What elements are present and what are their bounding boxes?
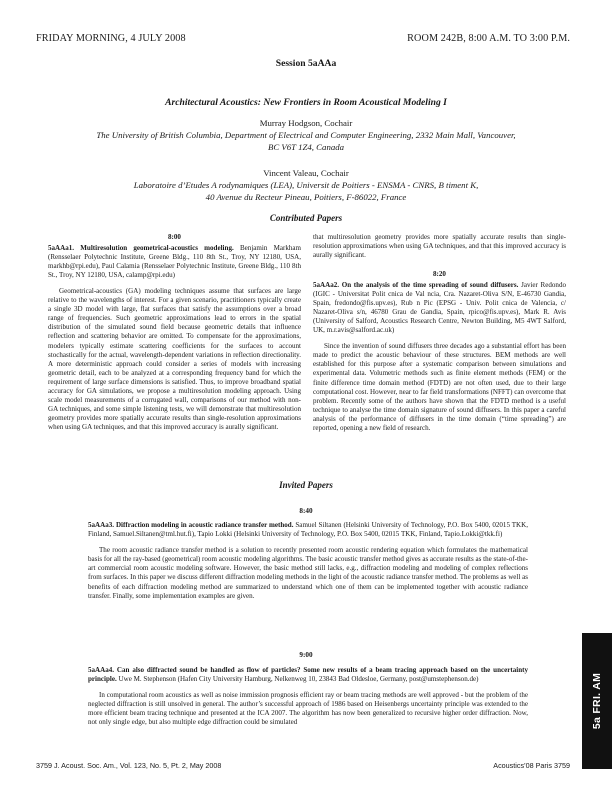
paper-title: Can also diffracted sound be handled as flow of particles? Some new results of a beam tracing approach based on the uncertainty principle.: [88, 666, 529, 684]
paper-abstract: Since the invention of sound diffusers three decades ago a substantial effort has been made to predict the acoustic behaviour of these structures. BEM methods are well established for this purpose after a systematic comparison between simulations and experimental data. Volumetric methods such as finite element methods (FEM) or the finite difference time domain method (FDTD) are not often used, due to their large computational cost. However, near to far field transformations (NFFT) can overcome that problem. Recently some of the authors have shown that the FDTD method is a useful technique to analyse the time domain signature of sound diffusers. In this paper a careful analysis of the performance of diffusers in the time domain (“time spreading”) are reported, opening a new field of research.: [313, 342, 566, 432]
paper-id: 5aAAa1.: [48, 244, 75, 253]
chair-affiliation: The University of British Columbia, Department of Electrical and Computer Engineering, 2332 Main Mall, Vancouver,: [96, 130, 516, 140]
chair-block-1: [36, 117, 576, 153]
left-column: [48, 233, 301, 432]
contributed-papers-heading: Contributed Papers: [269, 213, 343, 223]
paper-abstract: In computational room acoustics as well as noise immission prognosis efficient ray or beam tracing methods are well approved - but the problem of the neglected diffraction is still unsolved in general. The author’s successful approach of 1986 based on Heisenbergs uncertainty principle was extended to the more efficient beam tracing technique and presented at the ICA 2007. The algorithm has now been generalized to recursive higher order diffraction. Now, not only single edge, but also multiple edge diffraction could be simulated: [88, 690, 528, 727]
running-header-right: ROOM 242B, 8:00 A.M. TO 3:00 P.M.: [407, 33, 570, 44]
session-title: Architectural Acoustics: New Frontiers in Room Acoustical Modeling I: [165, 97, 447, 108]
paper-authors: Samuel Siltanen (Helsinki University of Technology, P.O. Box 5400, 02015 TKK, Finland, Samuel.Siltanen@tml.hut.fi), Tapio Lokki (Helsinki University of Technology, P.O. Box 5400, 02015 TKK, Finland, Tapio.Lokki@tkk.fi): [88, 521, 529, 539]
paper-2-block: [313, 270, 566, 433]
side-tab-label: 5a FRI. AM: [591, 672, 603, 730]
paper-citation: [88, 521, 528, 540]
running-header-left: FRIDAY MORNING, 4 JULY 2008: [36, 33, 186, 44]
paper-citation: [48, 244, 301, 280]
paper-title: Multiresolution geometrical-acoustics modeling.: [80, 244, 234, 253]
paper-time: 9:00: [299, 651, 313, 659]
session-label: Session 5aAAa: [275, 58, 337, 69]
section-side-tab: [582, 633, 612, 769]
footer-page: Acoustics’08 Paris 3759: [493, 761, 570, 770]
paper-authors: Javier Redondo (IGIC - Universitat Polit cnica de Val ncia, Cra. Nazaret-Oliva S/N, E-46730 Gandia, Spain, fredondo@fis.upv.es), Rub n Pic (EPSG - Univ. Polit cnica de Valencia, c/ Nazaret-Oliva s/n, 46780 Grau de Gandia, Spain, rpico@fis.upv.es), Mark R. Avis (University of Salford, Acoustics Research Centre, Newton Building, M5 4WT Salford, UK, m.r.avis@salford.ac.uk): [313, 281, 567, 335]
paper-citation: [88, 666, 528, 685]
paper-id: 5aAAa2.: [313, 281, 340, 290]
paper-authors: Uwe M. Stephenson (Hafen City University Hamburg, Nelkenweg 10, 23843 Bad Oldesloe, Germany, post@umstephenson.de): [118, 675, 479, 684]
footer-citation: 3759 J. Acoust. Soc. Am., Vol. 123, No. 5, Pt. 2, May 2008: [36, 761, 222, 770]
paper-title: On the analysis of the time spreading of sound diffusers.: [341, 281, 519, 290]
right-column: [313, 233, 566, 260]
chair-affiliation: Laboratoire d’Etudes A rodynamiques (LEA), Universit de Poitiers - ENSMA - CNRS, B timent K,: [133, 180, 479, 190]
paper-3-block: [88, 521, 528, 601]
paper-id: 5aAAa3.: [88, 521, 115, 529]
invited-papers-heading: Invited Papers: [279, 480, 333, 490]
chair-affiliation: 40 Avenue du Recteur Pineau, Poitiers, F-86022, France: [205, 192, 407, 202]
paper-time: 8:20: [433, 270, 446, 278]
paper-time: 8:40: [299, 507, 313, 515]
chair-affiliation: BC V6T 1Z4, Canada: [267, 142, 345, 152]
chair-name: Murray Hodgson, Cochair: [259, 118, 353, 128]
paper-abstract-continued: that multiresolution geometry provides more spatially accurate results than single-resolution approximations when using GA techniques, and that this improved accuracy is aurally significant.: [313, 233, 566, 260]
paper-citation: [313, 281, 566, 335]
chair-block-2: [36, 167, 576, 203]
paper-abstract: The room acoustic radiance transfer method is a solution to recently presented room acoustic rendering equation which formulates the mathematical basis for all the ray-based (geometrical) room acoustic modeling algorithms. The basic acoustic transfer method gives as accurate results as the state-of-the-art commercial room acoustic modeling software. However, the basic method still lacks, e.g., diffraction modeling and modeling of complex reflections from surfaces. In this paper we discuss different diffraction modeling methods in the light of the acoustic radiance transfer method. The problems as well as benefits of each diffraction modeling method are summarized to understand which one of them can be implemented together with acoustic radiance transfer. Finally, some implementation examples are given.: [88, 545, 528, 601]
paper-time: 8:00: [168, 233, 181, 241]
paper-4-block: [88, 666, 528, 728]
paper-authors: Benjamin Markham (Rensselaer Polytechnic Institute, Greene Bldg., 110 8th St., Troy, NY 12180, USA, markhb@rpi.edu), Paul Calamia (Rensselaer Polytechnic Institute, Greene Bldg., 110 8th St., Troy, NY 12180, USA, calamp@rpi.edu): [48, 244, 301, 280]
paper-abstract: Geometrical-acoustics (GA) modeling techniques assume that surfaces are large relative to the wavelengths of interest. For a given scenario, practitioners typically create a single 3D model with large, flat surfaces that satisfy the assumptions over a broad range of frequencies. Such geometric approximations lead to errors in the spatial distribution of the simulated sound field because geometric details that influence reflection and scattering behavior are omitted. To compensate for the approximations, modelers typically estimate scattering coefficients for the surfaces to account stochastically for the actual, wavelength-dependent variations in reflection directionality. A more deterministic approach could consider a series of models with increasing geometric detail, each to be analyzed at a corresponding frequency band for which the requirement of large surface dimensions is satisfied. Thus, to improve broadband spatial accuracy for GA simulations, we propose a multiresolution modeling approach. Using scale model measurements of a corrugated wall, comparisons of our method with non-GA techniques, and some simple listening tests, we will demonstrate that multiresolution geometry provides more spatially accurate results than single-resolution approximations when using GA techniques, and that this improved accuracy is aurally significant.: [48, 287, 301, 431]
chair-name: Vincent Valeau, Cochair: [263, 168, 349, 178]
paper-title: Diffraction modeling in acoustic radiance transfer method.: [115, 521, 294, 529]
paper-id: 5aAAa4.: [88, 666, 115, 674]
